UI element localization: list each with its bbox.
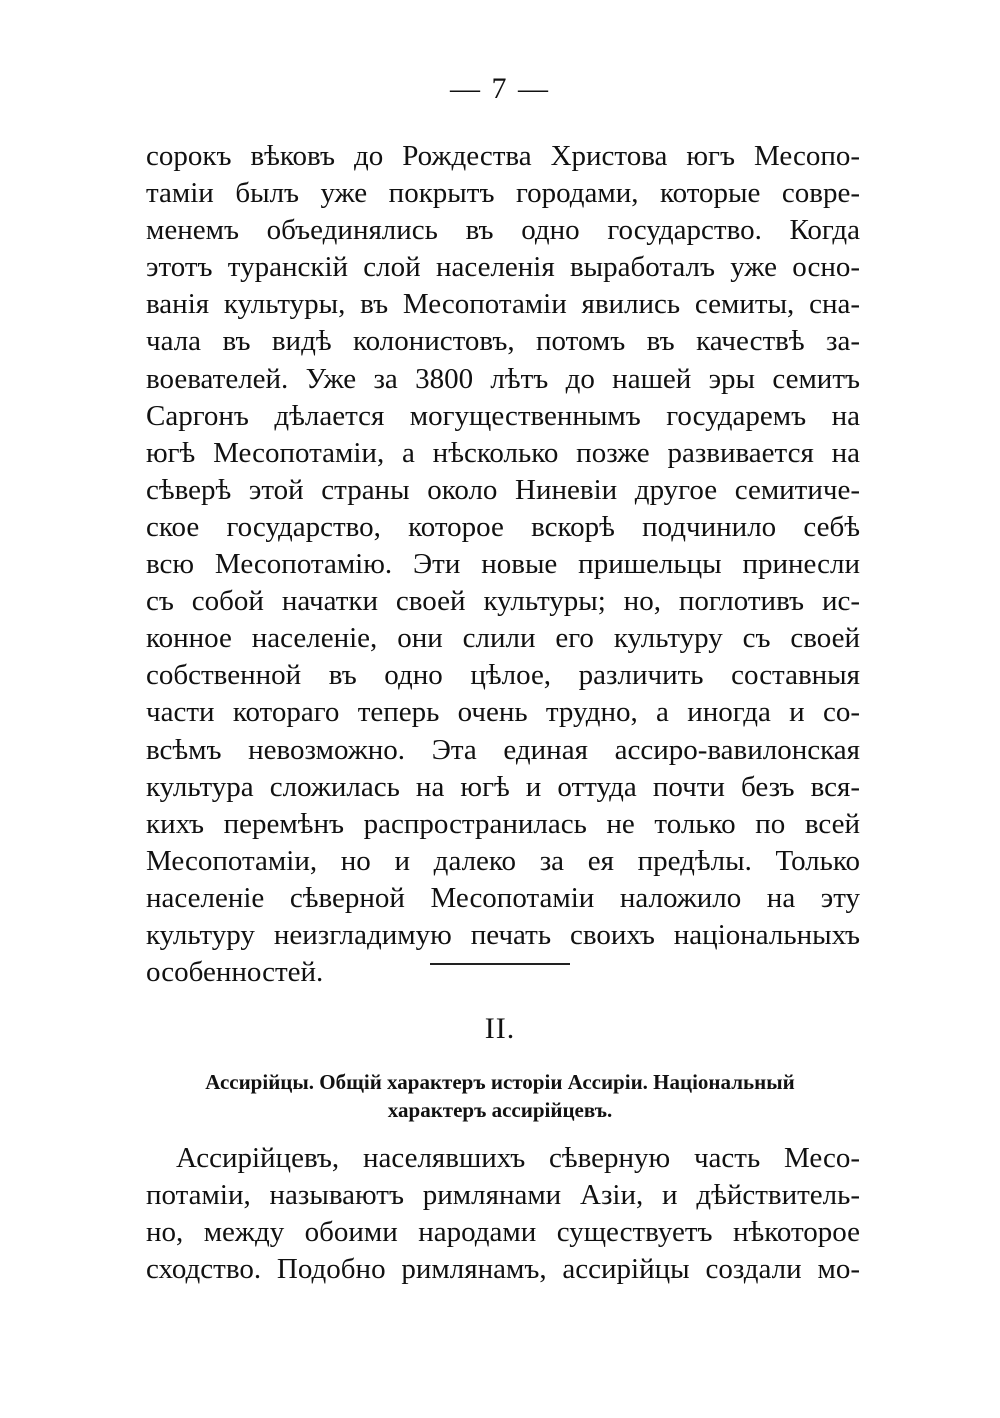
text-line: части котораго теперь очень трудно, а иногда и со- [146,696,860,729]
text-line: кихъ перемѣнъ распространилась не только по всей [146,807,860,840]
page-number: — 7 — [450,72,550,105]
text-line: чала въ видѣ колонистовъ, потомъ въ качествѣ за- [146,325,860,358]
text-line: сорокъ вѣковъ до Рождества Христова югъ Месопо- [146,140,860,172]
text-line: конное населеніе, они слили его культуру съ своей [146,622,860,655]
chapter-title-line: Ассирійцы. Общій характеръ исторіи Ассиріи. Національный [205,1070,795,1094]
text-line: таміи былъ уже покрытъ городами, которые совре- [146,177,860,210]
text-line: менемъ объединялись въ одно государство. Когда [146,214,860,247]
text-line: всю Месопотамію. Эти новые пришельцы принесли [146,548,860,581]
text-line: культура сложилась на югѣ и оттуда почти безъ вся- [146,770,860,803]
text-line: но, между обоими народами существуетъ нѣкоторое [146,1216,860,1249]
text-line: культуру неизгладимую печать своихъ національныхъ [146,918,860,951]
text-line: собственной въ одно цѣлое, различить составныя [146,659,860,692]
text-line: ское государство, которое вскорѣ подчинило себѣ [146,510,860,543]
paragraph-chapter-start [146,1140,860,1288]
text-line: Месопотаміи, но и далеко за ея предѣлы. Только [146,844,860,877]
text-line: этотъ туранскій слой населенія выработалъ уже осно- [146,251,860,284]
chapter-number: II. [484,1012,516,1045]
text-line: Саргонъ дѣлается могущественнымъ государемъ на [146,399,860,432]
text-line: сѣверѣ этой страны около Ниневіи другое семитиче- [146,473,860,506]
text-line: особенностей. [146,956,324,989]
text-line: всѣмъ невозможно. Эта единая ассиро-вавилонская [146,733,860,766]
text-line: воевателей. Уже за 3800 лѣтъ до нашей эры семитъ [146,362,860,395]
text-line: ванія культуры, въ Месопотаміи явились семиты, сна- [146,288,860,321]
text-line: югѣ Месопотаміи, а нѣсколько позже развивается на [146,436,860,469]
chapter-title [160,1068,840,1124]
text-line: населеніе сѣверной Месопотаміи наложило на эту [146,881,860,914]
text-line: съ собой начатки своей культуры; но, поглотивъ ис- [146,585,860,618]
chapter-title-line: характеръ ассирійцевъ. [387,1098,613,1122]
text-line: Ассирійцевъ, населявшихъ сѣверную часть Месо- [176,1142,860,1174]
text-line: сходство. Подобно римлянамъ, ассирійцы создали мо- [146,1253,860,1286]
paragraph-continued [146,138,860,991]
text-line: потаміи, называютъ римлянами Азіи, и дѣйствитель- [146,1179,860,1212]
section-divider [430,963,570,965]
